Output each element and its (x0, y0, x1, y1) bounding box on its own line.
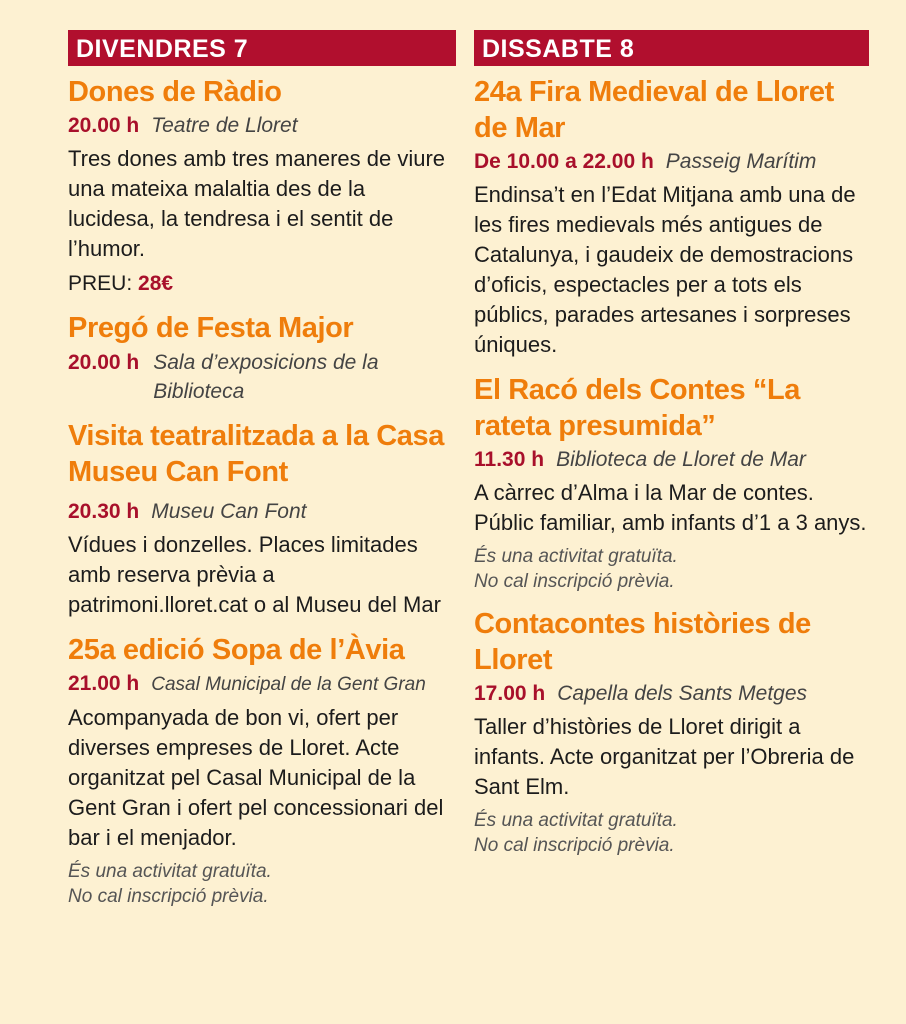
event-note (68, 859, 456, 909)
event-meta (68, 112, 456, 140)
event-fira-medieval (474, 74, 869, 360)
event-meta (474, 446, 869, 474)
event-time: 11.30 h (474, 448, 545, 471)
event-time: 21.00 h (68, 672, 140, 695)
note-free: És una activitat gratuïta. (68, 861, 272, 882)
note-no-registration: No cal inscripció prèvia. (474, 571, 675, 592)
event-place: Teatre de Lloret (151, 114, 298, 137)
event-description: Taller d’històries de Lloret dirigit a infants. Acte organitzat per l’Obreria de Sant Elm. (474, 714, 855, 799)
event-title: 25a edició Sopa de l’Àvia (68, 634, 405, 666)
event-contacontes (474, 606, 869, 858)
event-description: Vídues i donzelles. Places limitades amb reserva prèvia a patrimoni.lloret.cat o al Museu del Mar (68, 532, 441, 617)
event-time: 17.00 h (474, 682, 546, 705)
note-no-registration: No cal inscripció prèvia. (474, 835, 675, 856)
price-value: 28€ (138, 272, 174, 295)
event-description: Tres dones amb tres maneres de viure una mateixa malaltia des de la lucidesa, la tendresa i el sentit de l’humor. (68, 146, 446, 261)
column-friday (68, 30, 456, 921)
event-place: Capella dels Sants Metges (557, 682, 808, 705)
event-dones-de-radio (68, 74, 456, 298)
event-time: 20.30 h (68, 500, 140, 523)
event-time: 20.00 h (68, 351, 140, 374)
event-title: Contacontes històries de Lloret (474, 608, 811, 676)
event-description: A càrrec d’Alma i la Mar de contes. Públic familiar, amb infants d’1 a 3 anys. (474, 480, 867, 535)
event-title: Pregó de Festa Major (68, 312, 354, 344)
event-meta (474, 680, 869, 708)
event-meta (474, 148, 869, 176)
note-free: És una activitat gratuïta. (474, 546, 678, 567)
day-header: DIVENDRES 7 (68, 30, 456, 66)
event-meta (68, 498, 456, 526)
event-description: Acompanyada de bon vi, ofert per diverses empreses de Lloret. Acte organitzat pel Casal Municipal de la Gent Gran i ofert pel concessionari del bar i el menjador. (68, 705, 444, 850)
column-saturday (474, 30, 869, 870)
event-title: Dones de Ràdio (68, 76, 282, 108)
event-title: 24a Fira Medieval de Lloret de Mar (474, 76, 834, 144)
event-meta (68, 670, 456, 699)
event-prego (68, 310, 456, 406)
price-label: PREU: (68, 272, 133, 295)
day-header: DISSABTE 8 (474, 30, 869, 66)
event-time: 20.00 h (68, 114, 140, 137)
event-place: Passeig Marítim (665, 150, 817, 173)
event-description: Endinsa’t en l’Edat Mitjana amb una de les fires medievals més antigues de Catalunya, i gaudeix de demostracions d’oficis, espectacles per a tots els públics, parades artesanes i sorpreses úniques. (474, 182, 856, 357)
event-raco-contes (474, 372, 869, 594)
event-meta (68, 348, 456, 406)
event-note (474, 808, 869, 858)
event-visita-teatralitzada (68, 418, 456, 620)
event-place: Casal Municipal de la Gent Gran (151, 674, 426, 695)
event-time: De 10.00 a 22.00 h (474, 150, 654, 173)
event-note (474, 544, 869, 594)
event-place: Biblioteca de Lloret de Mar (556, 448, 806, 471)
event-price (68, 270, 456, 298)
event-place: Sala d’exposicions de la Biblioteca (153, 351, 379, 403)
event-sopa-avia (68, 632, 456, 909)
note-no-registration: No cal inscripció prèvia. (68, 886, 269, 907)
note-free: És una activitat gratuïta. (474, 810, 678, 831)
event-title: Visita teatralitzada a la Casa Museu Can Font (68, 420, 444, 488)
event-place: Museu Can Font (151, 500, 307, 523)
event-title: El Racó dels Contes “La rateta presumida” (474, 374, 800, 442)
